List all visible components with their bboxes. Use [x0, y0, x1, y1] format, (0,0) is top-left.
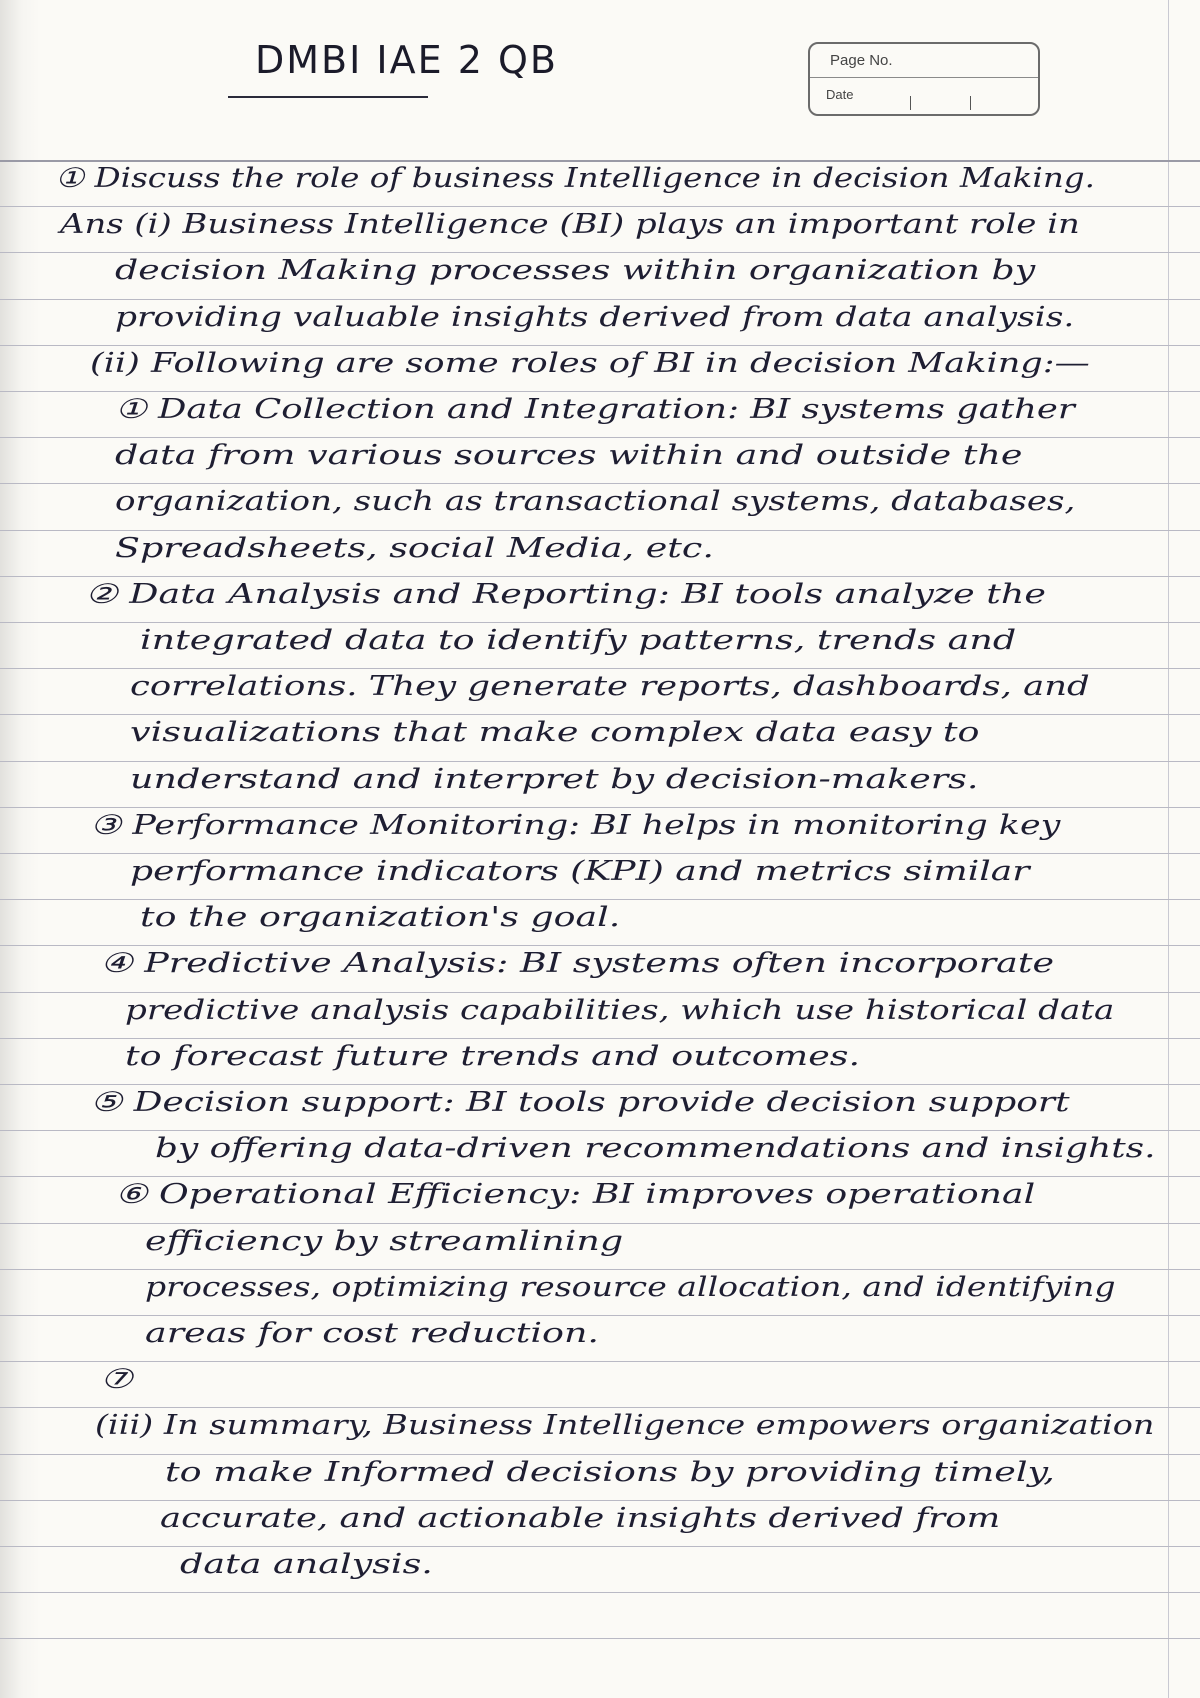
text-line: ⑥ Operational Efficiency: BI improves operational: [115, 1179, 1036, 1211]
text-line: predictive analysis capabilities, which use historical data: [125, 994, 1115, 1026]
text-line: visualizations that make complex data easy to: [130, 717, 980, 749]
text-line: to make Informed decisions by providing timely,: [165, 1456, 1055, 1488]
text-line: ③ Performance Monitoring: BI helps in monitoring key: [90, 809, 1061, 841]
page-no-label: Page No.: [830, 52, 893, 69]
date-tick: [970, 96, 971, 110]
text-line: ① Discuss the role of business Intelligence in decision Making.: [55, 163, 1096, 194]
text-line: accurate, and actionable insights derived from: [160, 1502, 1001, 1534]
title-underline: [228, 96, 428, 98]
text-line: ⑦: [100, 1364, 133, 1396]
text-line: integrated data to identify patterns, trends and: [140, 625, 1017, 656]
text-line: ② Data Analysis and Reporting: BI tools analyze the: [85, 578, 1046, 610]
text-line: efficiency by streamlining: [145, 1225, 624, 1257]
text-line: (iii) In summary, Business Intelligence empowers organization: [95, 1410, 1155, 1442]
text-line: by offering data-driven recommendations and insights.: [155, 1133, 1156, 1165]
date-tick: [910, 96, 911, 110]
text-line: correlations. They generate reports, dashboards, and: [130, 671, 1090, 703]
page-title: DMBI IAE 2 QB: [255, 38, 558, 82]
text-line: ⑤ Decision support: BI tools provide decision support: [90, 1087, 1070, 1118]
text-line: providing valuable insights derived from data analysis.: [115, 301, 1075, 333]
ruled-line: [0, 1638, 1200, 1639]
right-margin-line: [1168, 0, 1169, 1698]
text-line: Spreadsheets, social Media, etc.: [115, 532, 714, 564]
text-line: ④ Predictive Analysis: BI systems often incorporate: [100, 948, 1055, 980]
text-line: data from various sources within and outside the: [115, 440, 1023, 472]
ruled-line: [0, 1592, 1200, 1593]
date-label: Date: [826, 87, 854, 102]
text-line: understand and interpret by decision-makers.: [130, 763, 979, 795]
text-line: data analysis.: [180, 1549, 433, 1580]
page-no-date-box: [808, 42, 1040, 116]
text-line: performance indicators (KPI) and metrics similar: [130, 856, 1030, 887]
text-line: ① Data Collection and Integration: BI systems gather: [115, 394, 1075, 425]
ruled-line: [0, 1361, 1200, 1362]
text-line: areas for cost reduction.: [145, 1318, 600, 1349]
page-box-divider: [810, 77, 1038, 78]
text-line: processes, optimizing resource allocation, and identifying: [145, 1271, 1116, 1303]
text-line: organization, such as transactional systems, databases,: [115, 486, 1076, 518]
text-line: (ii) Following are some roles of BI in decision Making:—: [90, 347, 1090, 379]
text-line: Ans (i) Business Intelligence (BI) plays an important role in: [60, 209, 1080, 241]
text-line: to the organization's goal.: [140, 902, 621, 934]
text-line: decision Making processes within organization by: [115, 255, 1036, 287]
text-line: to forecast future trends and outcomes.: [125, 1040, 861, 1072]
